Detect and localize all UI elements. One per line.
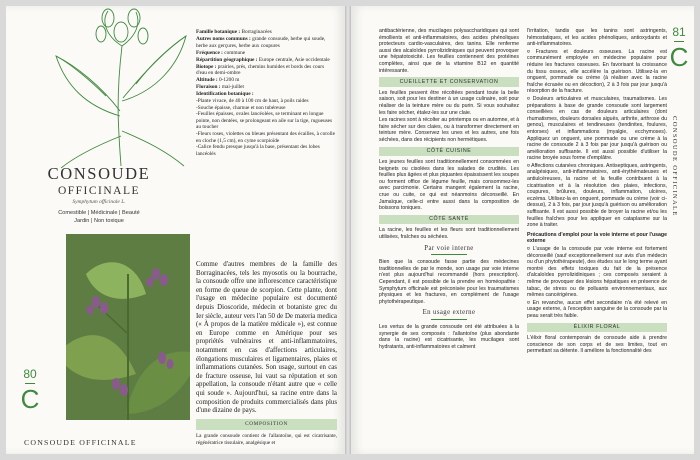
family-value: Borraginacées	[241, 29, 272, 35]
flowering-label: Floraison :	[196, 84, 221, 91]
family-label: Famille botanique :	[196, 29, 241, 35]
plant-subtitle: OFFICINALE	[57, 185, 141, 197]
other-names-label: Autres noms communs :	[196, 35, 251, 42]
frequency-value: commune	[224, 49, 246, 56]
left-body-text	[196, 261, 337, 446]
page-number-right	[667, 25, 691, 70]
composition-heading: COMPOSITION	[196, 419, 337, 431]
running-head: CONSOUDE OFFICINALE	[671, 116, 678, 217]
composition-paragraph: La grande consoude contient de l'allantoïne, qui est cicatrisante, régénératrice tissulaire, analgésique et	[196, 433, 337, 446]
paragraph: Bien que la consoude fasse partie des médecines traditionnelles de par le monde, son usage par voie interne n'est plus aujourd'hui recommandé (hors prescription). Cependant, il est possible de la prendre en homéopathie : Symphytum officinale est préconisée pour les traumatismes physiques et les fractures, en complément de l'usage phytothérapeutique.	[379, 259, 519, 305]
plant-title: CONSOUDE	[47, 164, 151, 183]
identification-item: -Feuilles épaisses, ovales lancéolées, se terminant en longue pointe, non dentées, se prolongeant en aile sur la tige, rugueuses au toucher	[196, 111, 333, 131]
altitude-value: 0-1200 m	[218, 77, 240, 84]
comfrey-photo	[66, 234, 190, 420]
health-heading: CÔTÉ SANTÉ	[379, 215, 519, 225]
harvest-heading: CUEILLETTE ET CONSERVATION	[379, 77, 519, 87]
usage-tags-line: Comestible | Médicinale | Beauté	[58, 210, 140, 216]
altitude-label: Altitude :	[196, 77, 218, 84]
frequency-label: Fréquence :	[196, 49, 223, 56]
paragraph: ¤ Douleurs articulaires et musculaires, traumatismes. Les préparations à base de grande consoude sont largement conseillées en cas de douleurs articulaires (dont rhumatismes, douleurs dorsales aiguës, arthrite, arthrose du genou), musculaires et tendineuses (tendinites, foulures, entorses) et inflammations (myalgie, ecchymoses). Appliquez un onguent, une pommade ou une crème à la racine de consoude 2 à 3 fois par jour jusqu'à guérison ou amélioration suffisante. Il est aussi possible d'utiliser la racine broyée sous forme d'emplâtre.	[527, 95, 667, 162]
paragraph: antibactérienne, des mucilages polysaccharidiques qui sont émollients et anti-inflammatoires, des acides phénoliques protecteurs cardio-vasculaires, des tanins. Elle renferme aussi des alcaloïdes pyrrolizidiniques qui peuvent provoquer une hépatotoxicité. Les feuilles contiennent des protéines complètes, ainsi que de la vitamine B12 en quantité intéressante.	[379, 28, 519, 74]
usage-tags-line: Jardin | Non toxique	[74, 218, 124, 224]
page-number-left	[15, 367, 45, 412]
intro-paragraph: Comme d'autres membres de la famille des Borraginacées, tels les myosotis ou la bourrache, la consoude offre une inflorescence caractéristique en forme de queue de scorpion. Cette plante, dont l'usage en médecine populaire est documenté depuis Dioscoride, médecin et botaniste grec du Ier siècle, auteur vers l'an 50 de De materia medica (« À propos de la matière médicale »), est connue en Europe comme en Amérique pour ses propriétés vulnéraires et anti-inflammatoires, notamment en cas d'affections articulaires, élongations musculaires et ligamentaires, plaies et inflammations cutanées. Son usage, surtout en cas de fracture osseuse, lui vaut sa réputation et son appellation, la consoude n'étant autre que « celle qui soude ». Aujourd'hui, sa racine entre dans la composition de produits commercialisés dans plus d'une dizaine de pays.	[196, 261, 337, 415]
identification-item: -Calice fendu presque jusqu'à la base, présentant des lobes lancéolés	[196, 144, 320, 157]
distribution-value: Europe centrale, Asie occidentale	[258, 56, 330, 63]
page-number: 81	[672, 25, 686, 39]
left-page	[6, 6, 345, 454]
identification-item: -Souche épaisse, charnue et non tubéreuse	[196, 104, 286, 111]
cooking-heading: CÔTÉ CUISINE	[379, 147, 519, 157]
paragraph: l'irritation, tandis que les tanins sont astringents, hémostatiques, et les acides phénoliques, antioxydants et anti-inflammatoires.	[527, 28, 667, 48]
identification-label: Identification botanique :	[196, 91, 254, 98]
paragraph: Les vertus de la grande consoude ont été attribuées à la synergie de ses composés : l'allantoïne (plus abondante dans la racine) est cicatrisante, les mucilages sont hydratants, anti-inflammatoires et calment	[379, 323, 519, 350]
right-column-2	[527, 28, 667, 356]
paragraph: Les feuilles peuvent être récoltées pendant toute la belle saison, soit pour les destiner à un usage culinaire, soit pour réaliser de la teinture mère ou du purin. Si vous souhaitez les faire sécher, étalez-les sur une claie.	[379, 89, 519, 116]
internal-use-heading: Par voie interne	[379, 246, 519, 256]
biotope-value: prairies, prés, chemins humides et bords des cours d'eau en demi-ombre	[196, 63, 325, 77]
paragraph: ¤ En revanche, aucun effet secondaire n'a été relevé en usage externe, à l'exception sanguine de la consoude par la peau serait très faible.	[527, 299, 667, 319]
flowering-value: mai-juillet	[221, 84, 244, 91]
plant-illustration	[46, 6, 196, 171]
paragraph: La racine, les feuilles et les fleurs sont traditionnellement utilisées, fraîches ou séchées.	[379, 227, 519, 241]
usage-tags	[6, 209, 192, 225]
paragraph: ¤ Fractures et douleurs osseuses. La racine est communément employée en médecine populaire pour réduire les fractures osseuses. En favorisant la croissance du tissu osseux, elle accélère la guérison. Utilisez-la en onguent, pommade ou crème (à réaliser avec la racine fraîche écrasée ou en décoction), 2 à 3 fois par jour jusqu'à résorption de la fracture.	[527, 48, 667, 95]
distribution-label: Répartition géographique :	[196, 56, 258, 63]
paragraph: L'élixir floral contemporain de consoude aide à prendre conscience de son corps et de ses limites, tout en permettant sa détente. Il améliore la fonctionnalité des	[527, 335, 667, 355]
external-use-heading: En usage externe	[379, 310, 519, 320]
paragraph: ¤ Affections cutanées chroniques. Antiseptiques, astringents, analgésiques, anti-inflammatoires, anti-érythémateuses et antiulcéreuses, la racine et la feuille contribuent à la cicatrisation et à la résolution des plaies, infections, coupures, brûlures, douleurs, inflammation, ulcères, eczéma. Utilisez-la en onguent, pommade ou crème (voir ci-dessus), 2 à 3 fois, par jour jusqu'à guérison ou amélioration suffisante. Il est aussi possible de broyer la racine et/ou les feuilles fraîches pour les appliquer en cataplasme sur la zone à traiter.	[527, 162, 667, 229]
paragraph: ¤ L'usage de la consoude par voie interne est fortement déconseillé (sauf exceptionnellement sur avis d'un médecin ou d'un phytothérapeute), des études sur le long terme ayant montré des effets toxiques du fait de la présence d'alcaloïdes pyrrolizidiniques ; ces composés seraient à même de provoquer des lésions hépatiques en présence de tabac, de stress ou de polluants environnementaux, aux mêmes cancérigènes.	[527, 246, 667, 299]
right-column-1	[379, 28, 519, 351]
page-number: 80	[23, 367, 37, 381]
plant-title-block	[6, 164, 192, 225]
page-letter: C	[20, 384, 40, 414]
paragraph: Les racines sont à récolter au printemps ou en automne, et à faire sécher sur des claies, ou à transformer directement en teinture mère. Conservez les unes et les autres, une fois séchées, dans des récipients non hermétiques.	[379, 117, 519, 143]
identification-item: -Plante vivace, de 40 à 100 cm de haut, à poils raides	[196, 98, 309, 105]
page-letter: C	[669, 42, 689, 72]
right-page	[351, 6, 694, 454]
botanical-info-box	[196, 29, 336, 157]
precautions-heading: Précautions d'emploi pour la voie interne et pour l'usage externe	[527, 231, 667, 245]
other-names-value: grande consoude, herbe qui soude, herbe aux gerçures, herbe aux coupures	[196, 35, 326, 49]
latin-name: Symphytum officinale L.	[72, 199, 126, 205]
page-footer: CONSOUDE OFFICINALE	[24, 438, 137, 447]
identification-item: -Fleurs roses, violettes ou bleues présentant des écailles, à corolle en cloche (1,5 cm), en cyme scorpioïde	[196, 131, 335, 144]
biotope-label: Biotope :	[196, 63, 217, 70]
elixir-heading: ÉLIXIR FLORAL	[527, 323, 667, 333]
paragraph: Les jeunes feuilles sont traditionnellement consommées en beignets ou cisolées dans les salades de crudités. Les feuilles plus âgées et plus piquantes épaississent les soupes ou forment office de légume feuille, mais consommez-les avec parcimonie. Certains mangent également la racine, crue ou cuite, ce qui est néanmoins déconseillé. En Jamaïque, celle-ci entre aussi dans la composition de boissons toniques.	[379, 159, 519, 212]
